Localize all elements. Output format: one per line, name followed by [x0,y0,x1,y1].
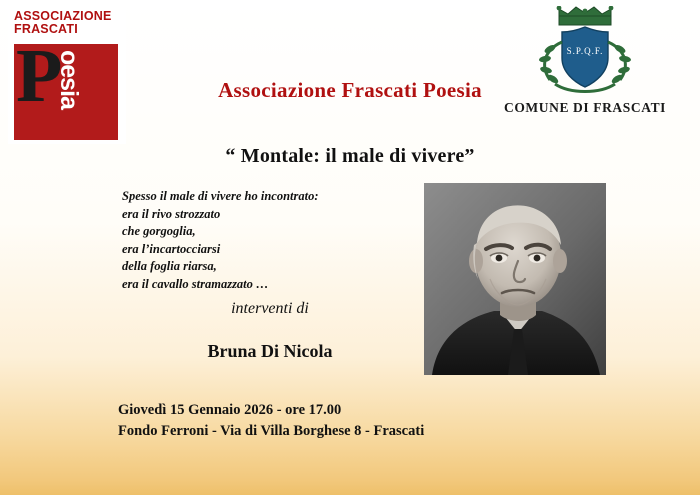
association-logo [8,4,126,144]
association-logo-line2: FRASCATI [14,22,78,36]
association-title: Associazione Frascati Poesia [218,78,482,102]
poem-text [122,188,412,293]
poem-line: era il rivo strozzato [122,206,221,221]
event-details [118,400,424,442]
event-title: “ Montale: il male di vivere” [225,145,475,167]
event-date-time: Giovedì 15 Gennaio 2026 - ore 17.00 [118,402,342,418]
event-venue: Fondo Ferroni - Via di Villa Borghese 8 - Frascati [118,423,425,439]
interventions-label: interventi di [231,300,309,317]
poem-line: era l’incartocciarsi [122,241,221,256]
poem-line: era il cavallo stramazzato … [122,276,269,291]
portrait-photo [424,183,606,375]
poem-line: che gorgoglia, [122,224,196,238]
comune-caption: COMUNE DI FRASCATI [503,100,667,115]
poem-line: Spesso il male di vivere ho incontrato: [122,189,319,203]
association-logo-line1: ASSOCIAZIONE [14,9,112,23]
svg-text:S.P.Q.F.: S.P.Q.F. [566,46,604,56]
speaker-name: Bruna Di Nicola [207,341,333,361]
poem-line: della foglia riarsa, [122,259,217,273]
association-logo-title [14,10,120,36]
association-logo-letter: P [16,34,63,118]
association-logo-word: oesia [55,50,83,109]
